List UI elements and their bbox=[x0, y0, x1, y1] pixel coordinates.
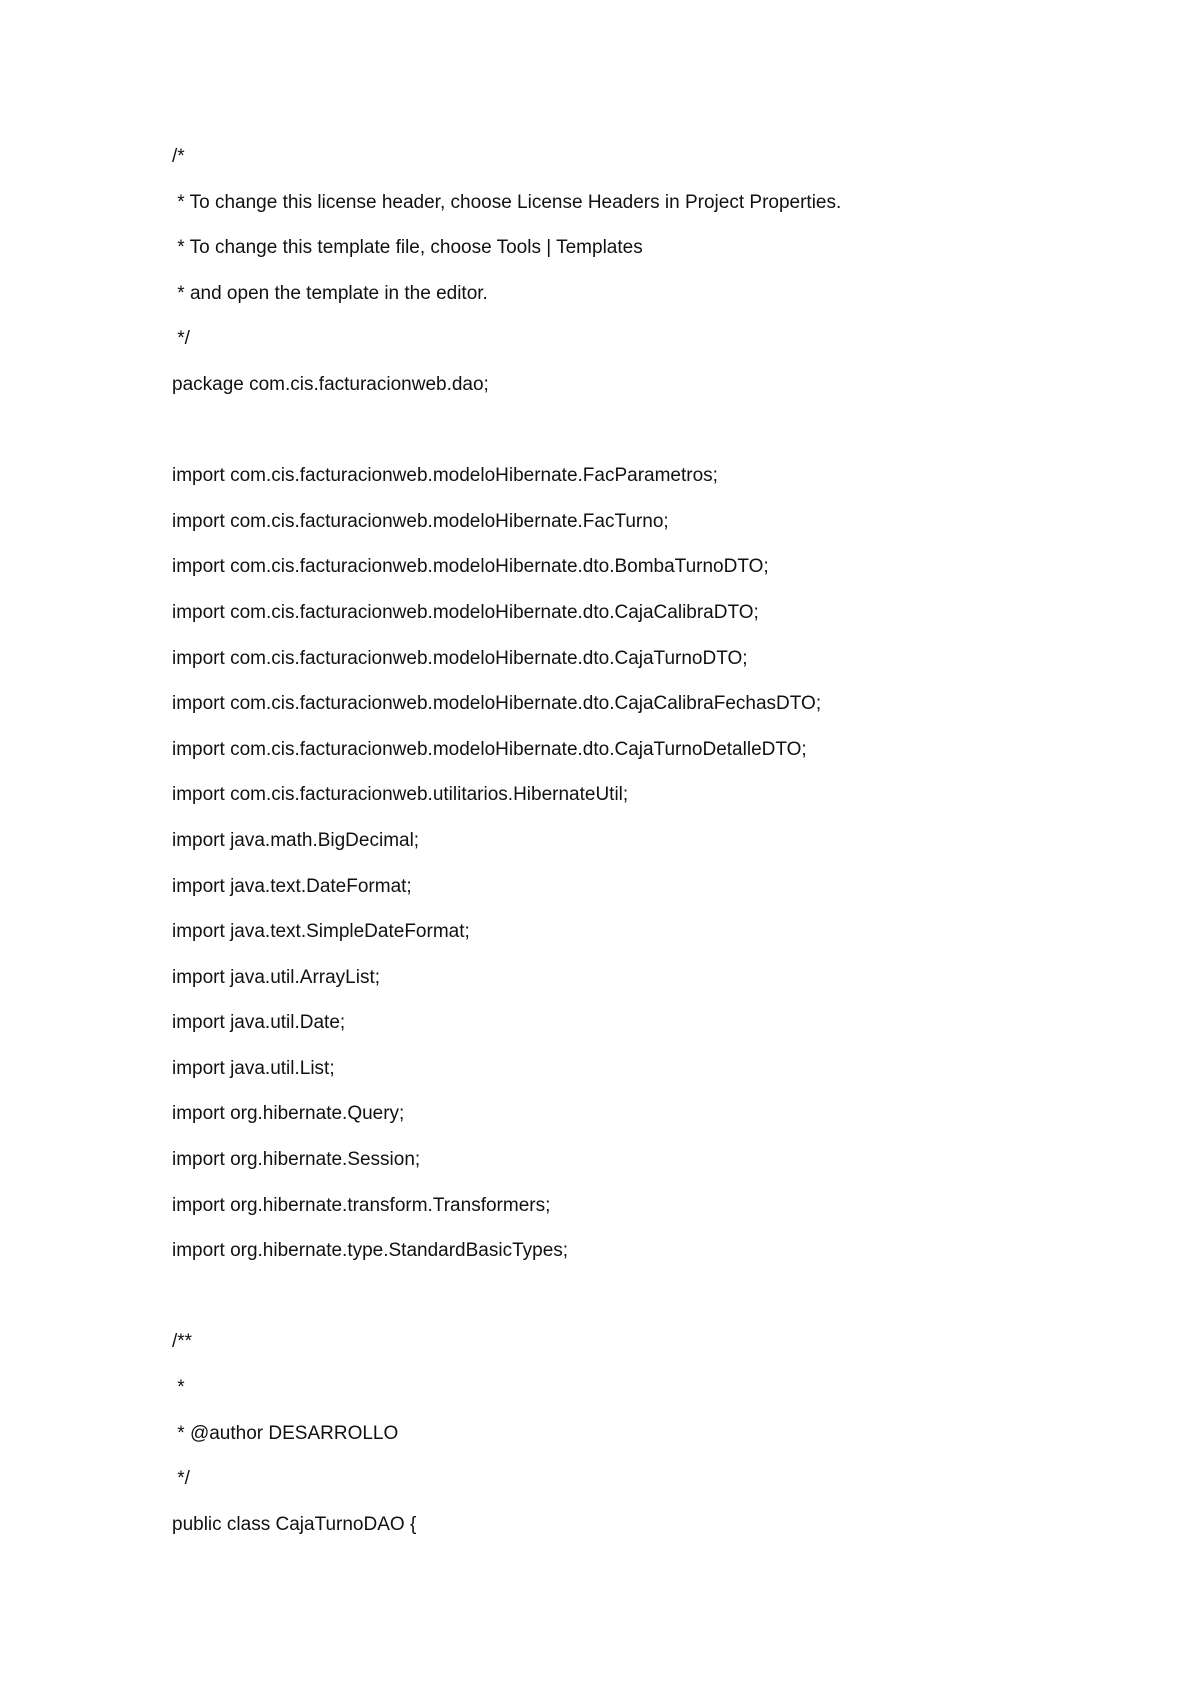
author-line: * @author DESARROLLO bbox=[172, 1422, 399, 1444]
package-declaration-line: package com.cis.facturacionweb.dao; bbox=[172, 373, 489, 395]
import-line: import com.cis.facturacionweb.modeloHibernate.dto.BombaTurnoDTO; bbox=[172, 556, 769, 578]
template-comment-line: * To change this template file, choose Tools | Templates bbox=[172, 237, 643, 259]
license-comment-line: * To change this license header, choose License Headers in Project Properties. bbox=[172, 191, 842, 213]
import-line: import java.util.Date; bbox=[172, 1012, 346, 1034]
import-line: import java.util.ArrayList; bbox=[172, 966, 381, 988]
import-line: import com.cis.facturacionweb.modeloHibernate.dto.CajaTurnoDTO; bbox=[172, 647, 748, 669]
import-line: import java.text.DateFormat; bbox=[172, 875, 412, 897]
import-line: import org.hibernate.Session; bbox=[172, 1149, 421, 1171]
import-line: import com.cis.facturacionweb.modeloHibernate.FacParametros; bbox=[172, 465, 718, 487]
class-declaration-line: public class CajaTurnoDAO { bbox=[172, 1513, 417, 1535]
import-line: import com.cis.facturacionweb.modeloHibernate.dto.CajaTurnoDetalleDTO; bbox=[172, 738, 807, 760]
javadoc-open-line: /** bbox=[172, 1331, 193, 1353]
blank-line bbox=[172, 419, 1152, 465]
import-line: import org.hibernate.transform.Transformers; bbox=[172, 1194, 551, 1216]
import-line: import java.util.List; bbox=[172, 1057, 335, 1079]
import-line: import com.cis.facturacionweb.modeloHibernate.dto.CajaCalibraDTO; bbox=[172, 601, 759, 623]
blank-line bbox=[172, 1285, 1152, 1331]
import-line: import com.cis.facturacionweb.modeloHibernate.dto.CajaCalibraFechasDTO; bbox=[172, 693, 822, 715]
import-line: import com.cis.facturacionweb.utilitarios.HibernateUtil; bbox=[172, 784, 629, 806]
import-line: import java.math.BigDecimal; bbox=[172, 829, 420, 851]
import-line: import com.cis.facturacionweb.modeloHibernate.FacTurno; bbox=[172, 510, 669, 532]
comment-open-line: /* bbox=[172, 146, 185, 167]
import-line: import java.text.SimpleDateFormat; bbox=[172, 921, 470, 943]
comment-close-line: */ bbox=[172, 328, 190, 350]
editor-comment-line: * and open the template in the editor. bbox=[172, 282, 488, 304]
import-line: import org.hibernate.type.StandardBasicTypes; bbox=[172, 1240, 569, 1262]
import-line: import org.hibernate.Query; bbox=[172, 1103, 405, 1125]
javadoc-close-line: */ bbox=[172, 1468, 190, 1490]
javadoc-line: * bbox=[172, 1377, 185, 1399]
code-text-body bbox=[172, 145, 1152, 1558]
